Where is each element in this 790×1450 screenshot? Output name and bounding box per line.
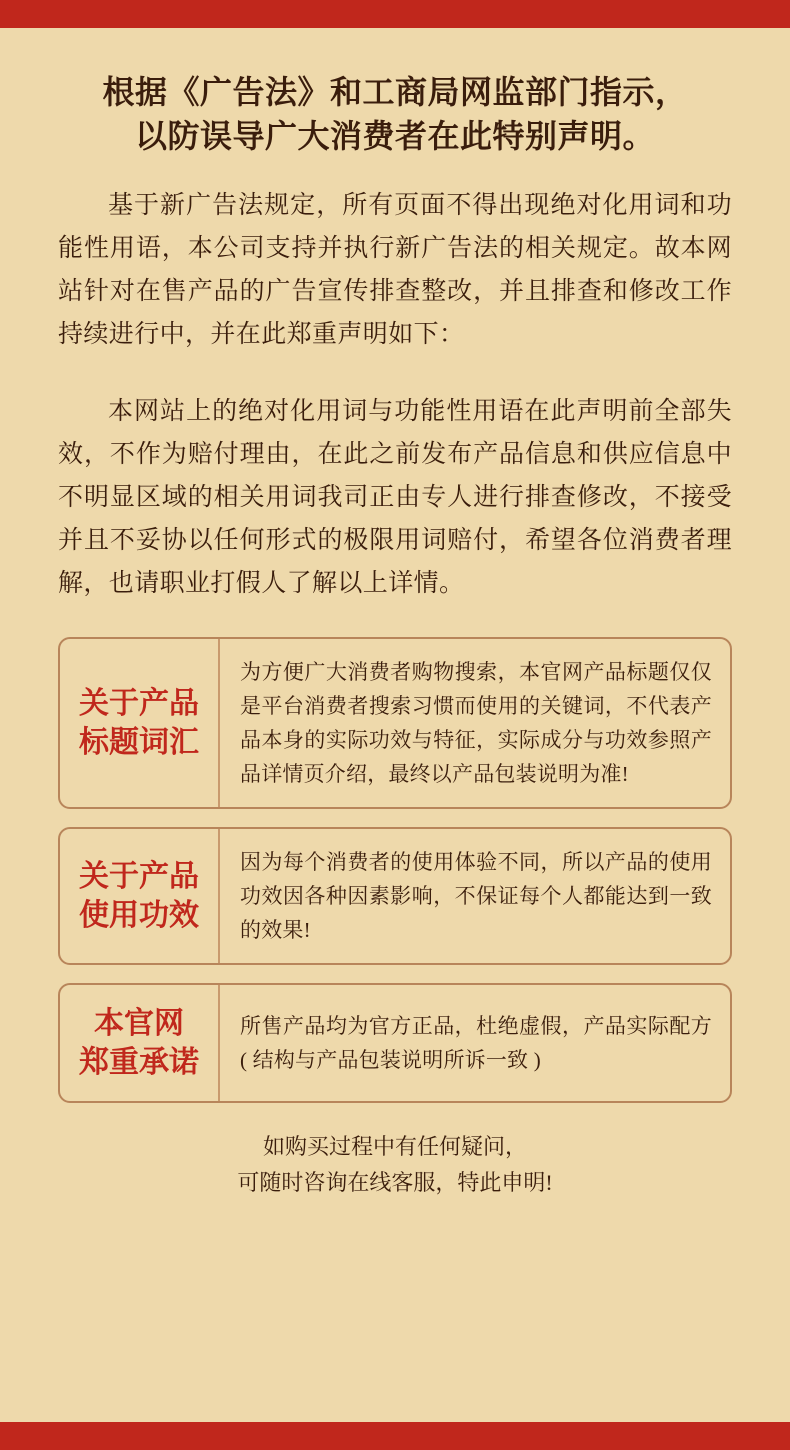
intro-paragraph-2: 本网站上的绝对化用词与功能性用语在此声明前全部失效，不作为赔付理由，在此之前发布产品信息和供应信息中不明显区域的相关用词我司正由专人进行排查修改，不接受并且不妥协以任何形式的极限用词赔付，希望各位消费者理解，也请职业打假人了解以上详情。 [58, 398, 732, 598]
statement-card-body: 因为每个消费者的使用体验不同，所以产品的使用功效因各种因素影响，不保证每个人都能达到一致的效果! [240, 850, 712, 943]
page-title-line-1: 根据《广告法》和工商局网监部门指示， [102, 74, 688, 110]
statement-card-product-effect [58, 827, 732, 965]
statement-card-body: 所售产品均为官方正品，杜绝虚假，产品实际配方( 结构与产品包装说明所诉一致 ) [240, 1014, 712, 1073]
statement-card-title [60, 985, 220, 1101]
statement-card-title-line-2: 郑重承诺 [79, 1046, 199, 1080]
statement-card-product-title [58, 637, 732, 809]
statement-card-body: 为方便广大消费者购物搜索，本官网产品标题仅仅是平台消费者搜索习惯而使用的关键词，不代表产品本身的实际功效与特征，实际成分与功效参照产品详情页介绍，最终以产品包装说明为准! [240, 660, 712, 787]
page-title [58, 70, 732, 158]
footer-note [58, 1129, 732, 1200]
page-title-line-2: 以防误导广大消费者在此特别声明。 [134, 118, 655, 155]
statement-card-title-line-2: 标题词汇 [79, 726, 199, 760]
intro-paragraph-1: 基于新广告法规定，所有页面不得出现绝对化用词和功能性用语，本公司支持并执行新广告法的相关规定。故本网站针对在售产品的广告宣传排查整改，并且排查和修改工作持续进行中，并在此郑重声明如下： [58, 192, 732, 349]
statement-card-title [60, 829, 220, 963]
statement-card-list [58, 637, 732, 1103]
footer-note-line-1: 如购买过程中有任何疑问， [262, 1134, 527, 1160]
statement-card-title-line-1: 关于产品 [79, 860, 199, 894]
statement-card-title [60, 639, 220, 807]
statement-card-official-promise [58, 983, 732, 1103]
statement-card-title-line-1: 本官网 [94, 1007, 184, 1041]
statement-card-title-line-2: 使用功效 [79, 899, 199, 933]
footer-note-line-2: 可随时咨询在线客服，特此申明! [237, 1170, 553, 1196]
statement-card-title-line-1: 关于产品 [79, 687, 199, 721]
paper-panel [0, 28, 790, 1422]
